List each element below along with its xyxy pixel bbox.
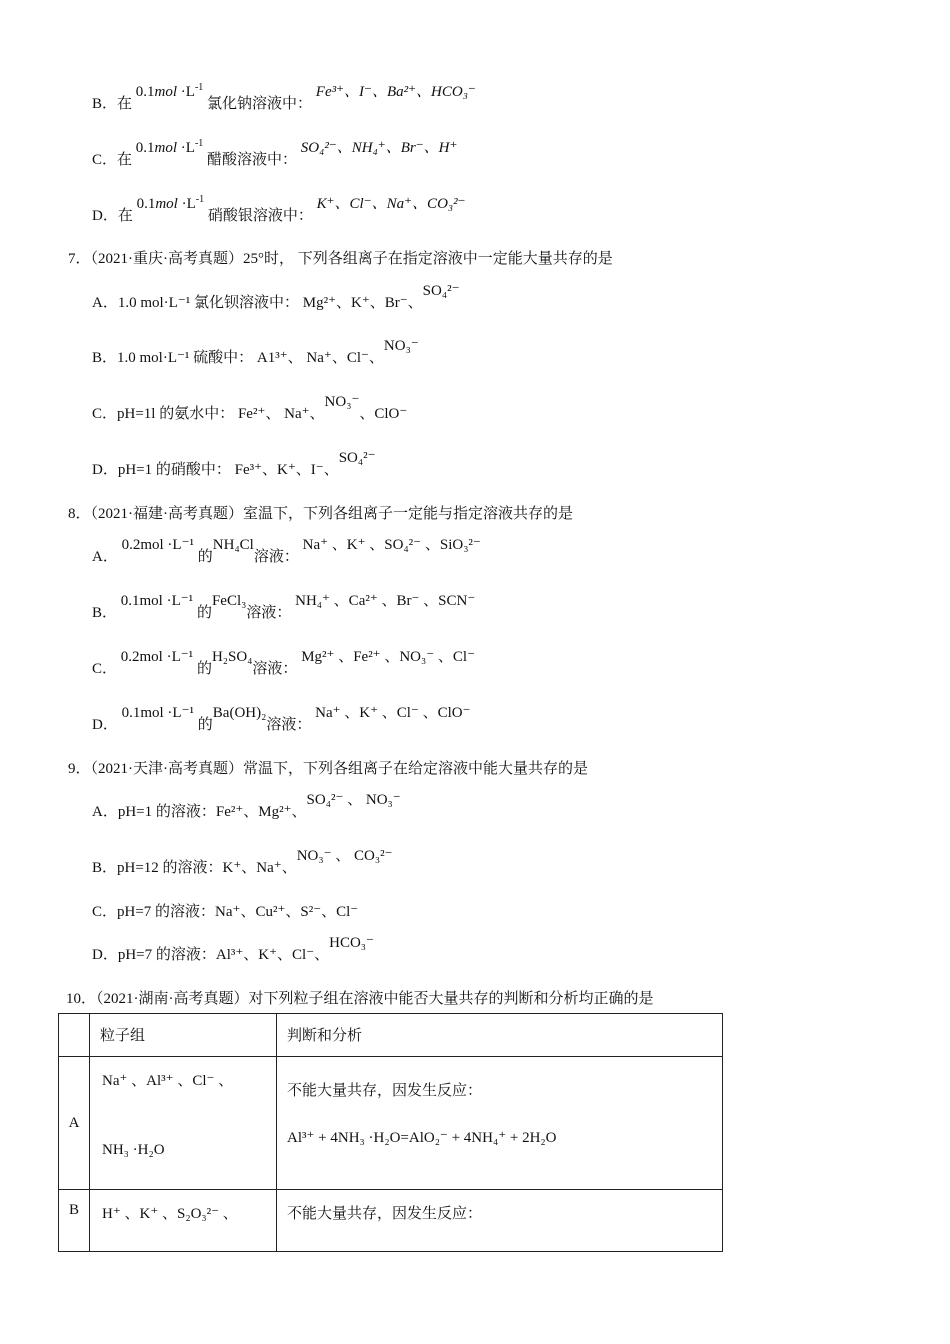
q7-option-a: A．1.0 mol·L⁻¹ 氯化钡溶液中： Mg²⁺、K⁺、Br⁻、SO₄²⁻ — [92, 283, 460, 311]
header-particles: 粒子组 — [90, 1014, 277, 1057]
q7-option-c: C．pH=1l 的氨水中： Fe²⁺、 Na⁺、NO₃⁻、ClO⁻ — [92, 394, 408, 422]
q6-b-ions: Fe³⁺、I⁻、Ba²⁺、HCO₃⁻ — [315, 84, 476, 100]
q8-option-a: A． 0.2mol ·L⁻¹ 的NH₄Cl溶液： Na⁺ 、K⁺ 、SO₄²⁻ 、SiO₃²⁻ — [92, 537, 481, 565]
table-row — [59, 1190, 723, 1252]
q7-option-b: B．1.0 mol·L⁻¹ 硫酸中： A1³⁺、 Na⁺、Cl⁻、NO₃⁻ — [92, 338, 419, 366]
q6-option-b: B．在 $0.1mol \cdot L^{-1}$ 氯化钠溶液中： Fe³⁺、I⁻、Ba²⁺、HCO₃⁻ — [92, 82, 476, 112]
q9-option-a: A．pH=1 的溶液：Fe²⁺、Mg²⁺、SO₄²⁻ 、 NO₃⁻ — [92, 792, 401, 820]
q6-c-ions: SO₄²⁻、NH₄⁺、Br⁻、H⁺ — [300, 140, 458, 156]
row-key: B — [59, 1190, 90, 1252]
q10-stem: 10．（2021·湖南·高考真题）对下列粒子组在溶液中能否大量共存的判断和分析均正确的是 — [66, 991, 654, 1007]
q6-d-ions: K⁺、Cl⁻、Na⁺、CO₃²⁻ — [316, 196, 466, 212]
header-analysis: 判断和分析 — [277, 1014, 723, 1057]
table-row — [59, 1057, 723, 1190]
q8-option-b: B． 0.1mol ·L⁻¹ 的FeCl₃溶液： NH₄⁺ 、Ca²⁺ 、Br⁻ 、SCN⁻ — [92, 593, 476, 621]
row-analysis: 不能大量共存，因发生反应： Al³⁺ + 4NH₃ ·H₂O=AlO₂⁻ + 4NH₄⁺ + 2H₂O — [277, 1057, 723, 1190]
row-particles: H⁺ 、K⁺ 、S₂O₃²⁻ 、 — [90, 1190, 277, 1252]
q9-option-b: B．pH=12 的溶液：K⁺、Na⁺、NO₃⁻ 、 CO₃²⁻ — [92, 848, 393, 876]
q7-option-d: D．pH=1 的硝酸中： Fe³⁺、K⁺、I⁻、SO₄²⁻ — [92, 450, 376, 478]
q8-stem: 8．（2021·福建·高考真题）室温下，下列各组离子一定能与指定溶液共存的是 — [68, 506, 573, 522]
q8-option-d: D． 0.1mol ·L⁻¹ 的Ba(OH)₂溶液： Na⁺ 、K⁺ 、Cl⁻ 、ClO⁻ — [92, 705, 471, 733]
row-particles: Na⁺ 、Al³⁺ 、Cl⁻ 、 NH₃ ·H₂O — [90, 1057, 277, 1190]
q8-option-c: C． 0.2mol ·L⁻¹ 的H₂SO₄溶液： Mg²⁺ 、Fe²⁺ 、NO₃⁻ 、Cl⁻ — [92, 649, 476, 677]
q6-option-d: D．在 $0.1mol \cdot L^{-1}$ 硝酸银溶液中： K⁺、Cl⁻、Na⁺、CO₃²⁻ — [92, 194, 466, 224]
row-analysis: 不能大量共存，因发生反应： — [277, 1190, 723, 1252]
q9-stem: 9．（2021·天津·高考真题）常温下，下列各组离子在给定溶液中能大量共存的是 — [68, 761, 588, 777]
q9-option-d: D．pH=7 的溶液：Al³⁺、K⁺、Cl⁻、HCO₃⁻ — [92, 935, 374, 963]
q9-option-c: C．pH=7 的溶液：Na⁺、Cu²⁺、S²⁻、Cl⁻ — [92, 904, 359, 920]
q7-stem: 7．（2021·重庆·高考真题）25°时， 下列各组离子在指定溶液中一定能大量共存的是 — [68, 251, 613, 267]
q6-option-c: C．在 $0.1mol \cdot L^{-1}$ 醋酸溶液中： SO₄²⁻、NH₄⁺、Br⁻、H⁺ — [92, 138, 458, 168]
q10-table — [58, 1013, 723, 1252]
header-empty-cell — [59, 1014, 90, 1057]
row-key: A — [59, 1057, 90, 1190]
